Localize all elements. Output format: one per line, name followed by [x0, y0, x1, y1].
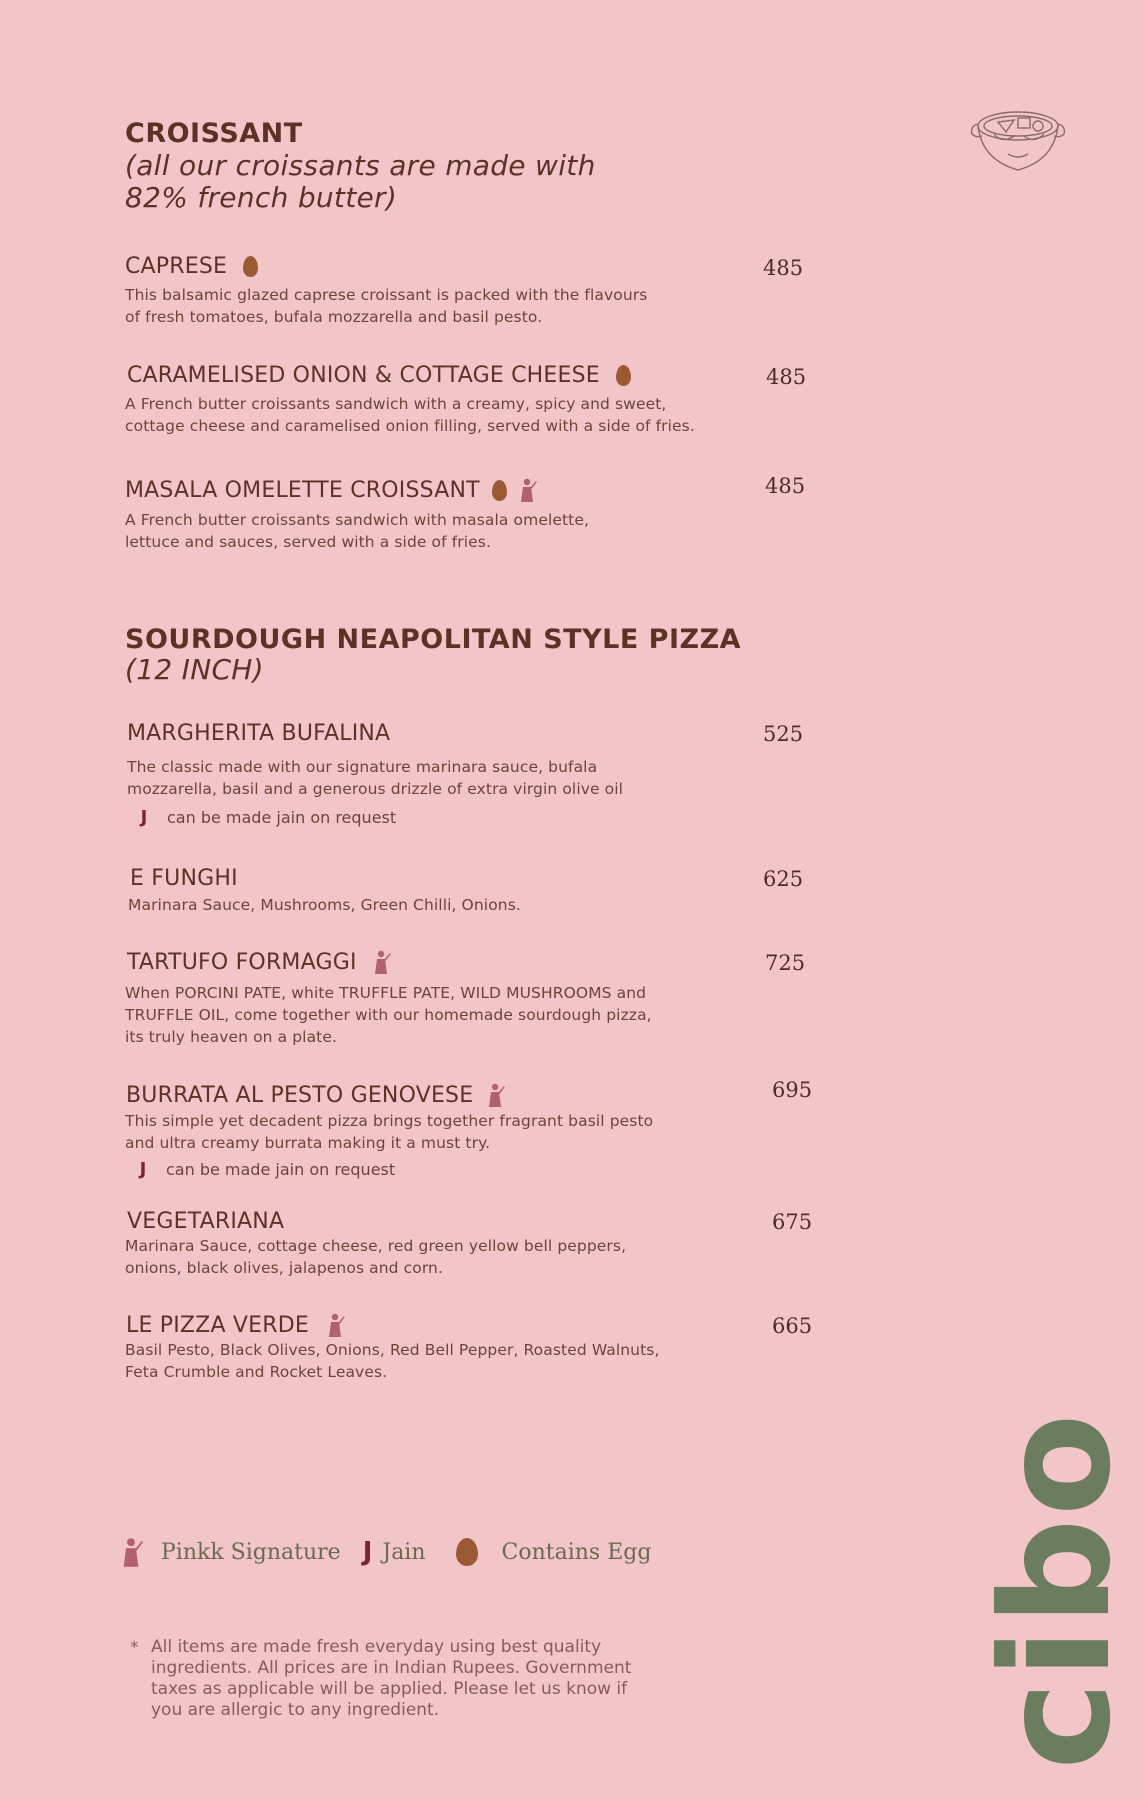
item-name-text: TARTUFO FORMAGGI [127, 949, 357, 975]
desc-line: and ultra creamy burrata making it a must try. [125, 1134, 491, 1152]
footnote-line: All items are made fresh everyday using best quality [151, 1637, 602, 1657]
signature-chef-icon [485, 1082, 505, 1108]
pizza-section-title: SOURDOUGH NEAPOLITAN STYLE PIZZA [125, 624, 742, 655]
desc-line: This balsamic glazed caprese croissant is packed with the flavours [125, 286, 648, 304]
egg-icon [456, 1538, 478, 1566]
menu-item-price: 665 [772, 1314, 813, 1338]
brand-logo: cibo [970, 1411, 1144, 1770]
pizza-section-subtitle: (12 INCH) [125, 653, 264, 686]
croissant-section-title: CROISSANT [125, 118, 303, 149]
menu-item-description [125, 1339, 659, 1383]
signature-chef-icon [371, 949, 391, 975]
jain-icon: J [140, 807, 148, 828]
footnote-line: you are allergic to any ingredient. [151, 1700, 440, 1720]
footnote-line: taxes as applicable will be applied. Please let us know if [151, 1679, 628, 1699]
menu-item-description [128, 894, 521, 916]
item-name-text: MASALA OMELETTE CROISSANT [125, 477, 480, 503]
footnote [151, 1637, 631, 1721]
desc-line: its truly heaven on a plate. [125, 1028, 338, 1046]
desc-line: A French butter croissants sandwich with masala omelette, [125, 511, 590, 529]
desc-line: Marinara Sauce, cottage cheese, red green yellow bell peppers, [125, 1237, 627, 1255]
desc-line: TRUFFLE OIL, come together with our homemade sourdough pizza, [125, 1006, 652, 1024]
croissant-section-subtitle [125, 150, 596, 214]
jain-note-text: can be made jain on request [167, 808, 397, 827]
menu-item-price: 485 [763, 256, 804, 280]
jain-icon: J [139, 1159, 147, 1180]
jain-note-text: can be made jain on request [166, 1160, 396, 1179]
footnote-marker: * [130, 1638, 139, 1658]
menu-item-price: 675 [772, 1210, 813, 1234]
menu-item-description [125, 1235, 626, 1279]
menu-item-name [127, 721, 390, 746]
menu-item-price: 525 [763, 722, 804, 746]
menu-item-description [125, 982, 652, 1048]
desc-line: mozzarella, basil and a generous drizzle of extra virgin olive oil [127, 780, 624, 798]
desc-line: Basil Pesto, Black Olives, Onions, Red Bell Pepper, Roasted Walnuts, [125, 1341, 660, 1359]
desc-line: onions, black olives, jalapenos and corn. [125, 1259, 443, 1277]
menu-item-price: 725 [765, 951, 806, 975]
legend-signature-label: Pinkk Signature [161, 1539, 341, 1565]
item-name-text: MARGHERITA BUFALINA [127, 721, 391, 746]
croissant-subtitle-line: 82% french butter) [125, 181, 398, 214]
menu-item-name [126, 1082, 505, 1108]
item-name-text: CAPRESE [125, 254, 228, 279]
signature-chef-icon [118, 1536, 144, 1568]
menu-item-price: 625 [763, 867, 804, 891]
menu-item-description [125, 284, 647, 328]
signature-chef-icon [325, 1312, 345, 1338]
menu-item-name [127, 1209, 284, 1234]
jain-note [128, 1159, 395, 1180]
menu-item-name [127, 949, 391, 975]
menu-item-name [130, 866, 238, 891]
bowl-icon [968, 104, 1068, 176]
desc-line: Feta Crumble and Rocket Leaves. [125, 1363, 388, 1381]
menu-item-name [127, 363, 631, 388]
egg-icon [616, 365, 631, 386]
menu-item-price: 485 [766, 365, 807, 389]
egg-icon [492, 480, 507, 501]
jain-note [129, 807, 396, 828]
footnote-line: ingredients. All prices are in Indian Rupees. Government [151, 1658, 632, 1678]
item-name-text: BURRATA AL PESTO GENOVESE [126, 1082, 474, 1108]
desc-line: When PORCINI PATE, white TRUFFLE PATE, WILD MUSHROOMS and [125, 984, 647, 1002]
menu-item-name [125, 477, 537, 503]
menu-item-description [125, 509, 589, 553]
item-name-text: E FUNGHI [130, 866, 238, 891]
menu-item-description [125, 393, 695, 437]
legend-jain-label: Jain [382, 1539, 426, 1565]
legend [118, 1536, 651, 1568]
menu-item-description [125, 1110, 653, 1154]
item-name-text: VEGETARIANA [127, 1209, 285, 1234]
menu-item-price: 695 [772, 1078, 813, 1102]
desc-line: This simple yet decadent pizza brings together fragrant basil pesto [125, 1112, 654, 1130]
desc-line: A French butter croissants sandwich with a creamy, spicy and sweet, [125, 395, 667, 413]
croissant-subtitle-line: (all our croissants are made with [125, 149, 596, 182]
desc-line: Marinara Sauce, Mushrooms, Green Chilli, Onions. [128, 896, 521, 914]
desc-line: cottage cheese and caramelised onion filling, served with a side of fries. [125, 417, 695, 435]
legend-egg-label: Contains Egg [501, 1539, 652, 1565]
item-name-text: CARAMELISED ONION & COTTAGE CHEESE [127, 363, 600, 388]
menu-item-name [125, 254, 258, 279]
desc-line: lettuce and sauces, served with a side of fries. [125, 533, 491, 551]
item-name-text: LE PIZZA VERDE [126, 1312, 309, 1338]
menu-item-price: 485 [765, 474, 806, 498]
menu-item-name [126, 1312, 345, 1338]
desc-line: The classic made with our signature marinara sauce, bufala [127, 758, 598, 776]
desc-line: of fresh tomatoes, bufala mozzarella and basil pesto. [125, 308, 543, 326]
menu-item-description [127, 756, 623, 800]
egg-icon [243, 256, 258, 277]
signature-chef-icon [517, 477, 537, 503]
jain-icon: J [362, 1537, 373, 1567]
